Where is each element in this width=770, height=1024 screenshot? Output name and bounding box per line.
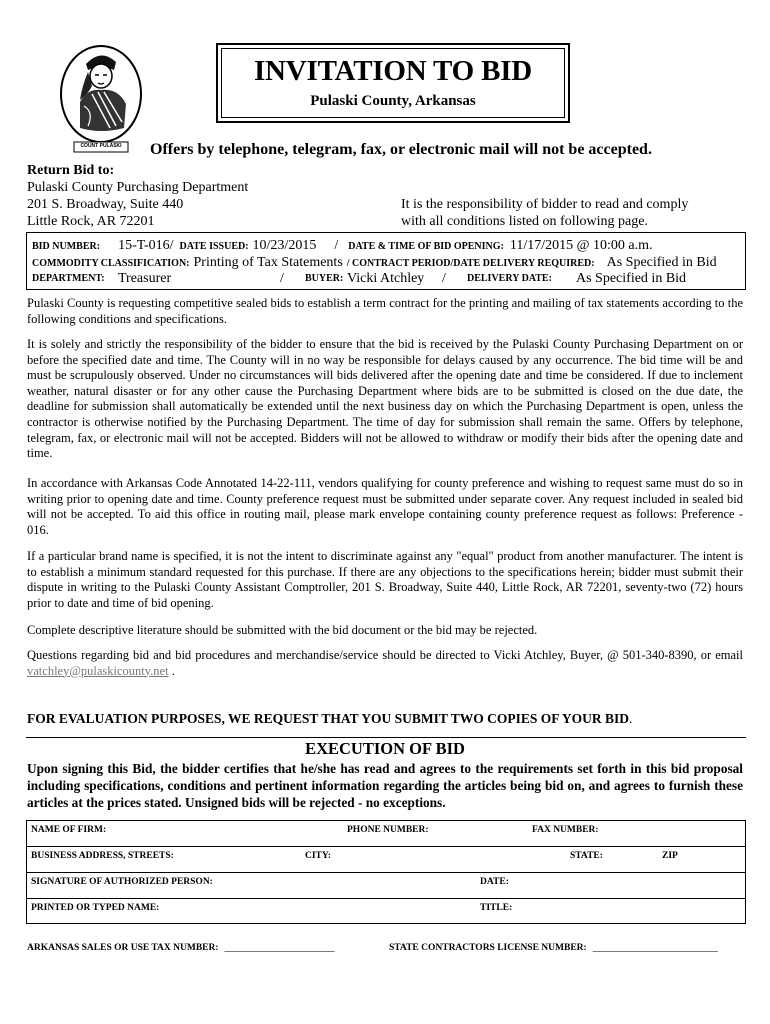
page-title: INVITATION TO BID [253, 55, 533, 87]
bid-info-row-3 [32, 271, 744, 289]
commodity-value: Printing of Tax Statements [193, 255, 343, 270]
execution-text: Upon signing this Bid, the bidder certifies that he/she has read and agrees to the requirements set forth in this bid proposal including specifications, conditions and pertinent information regarding the articles being bid on, and agrees to furnish these articles at the prices stated. Unsigned bids will be rejected - no exceptions. [27, 761, 743, 810]
return-dept: Pulaski County Purchasing Department [27, 180, 249, 195]
paragraph-questions [27, 648, 743, 679]
return-bid-label: Return Bid to: [27, 163, 115, 178]
commodity-label: COMMODITY CLASSIFICATION: [32, 258, 190, 269]
separator-slash-3: / [442, 271, 446, 286]
date-field[interactable]: DATE: [480, 877, 509, 887]
date-issued-label: DATE ISSUED: [179, 241, 249, 252]
questions-end: . [168, 663, 175, 678]
tax-number-input[interactable]: ______________________ [224, 942, 335, 953]
responsibility-line-2: with all conditions listed on following page. [401, 214, 648, 229]
bid-number-label: BID NUMBER: [32, 241, 101, 252]
execution-rule [26, 737, 746, 738]
buyer-value: Vicki Atchley [347, 271, 425, 286]
evaluation-end: . [629, 711, 633, 726]
seal-label: COUNT PULASKI [80, 143, 122, 149]
evaluation-text: FOR EVALUATION PURPOSES, WE REQUEST THAT YOU SUBMIT TWO COPIES OF YOUR BID [27, 711, 630, 726]
license-number-input[interactable]: _________________________ [592, 942, 718, 953]
notice-text: Offers by telephone, telegram, fax, or electronic mail will not be accepted. [150, 141, 652, 158]
fax-number-field[interactable]: FAX NUMBER: [532, 825, 599, 835]
title-field[interactable]: TITLE: [480, 903, 513, 913]
paragraph-brand-name: If a particular brand name is specified, it is not the intent to discriminate against any "equal" product from another manufacturer. The intent is to establish a minimum standard requested for this purchase. If there are any objections to the specifications herein; bidder must submit their dispute in writing to the Pulaski County Assistant Comptroller, 201 S. Broadway, Suite 440, Little Rock, AR 72201, seventy-two (72) hours prior to date and time of bid opening. [27, 549, 743, 610]
tax-number-line [27, 937, 335, 955]
bid-info-row-1 [32, 236, 653, 254]
separator-slash-2: / [280, 271, 284, 286]
delivery-label: DELIVERY DATE: [467, 273, 552, 284]
county-seal-logo [58, 42, 144, 158]
paragraph-responsibility: It is solely and strictly the responsibility of the bidder to ensure that the bid is received by the Pulaski County Purchasing Department on or before the specified date and time. The County will in no way be responsible for delays caused by any occurrence. The bid time will be and must be scrupulously observed. Under no circumstances will bids delivered after the opening date and time be considered. If due to inclement weather, natural disaster or for any other cause the Purchasing Department where bids are to be submitted is closed on the due date, the deadline for submission shall automatically be extended until the next business day on which the Purchasing Department is open, unless the contractor is otherwise notified by the Purchasing Department. The time of day for submission shall remain the same. Offers by telephone, telegram, fax, or electronic mail will not be accepted. Bidders will not be allowed to withdraw or modify their bids after the opening date and time. [27, 337, 743, 461]
name-of-firm-field[interactable]: NAME OF FIRM: [31, 825, 107, 835]
delivery-value: As Specified in Bid [576, 271, 687, 286]
business-address-field[interactable]: BUSINESS ADDRESS, STREETS: [31, 851, 174, 861]
date-issued-value: 10/23/2015 [252, 238, 317, 253]
bid-info-row-2 [32, 253, 717, 271]
buyer-label: BUYER: [305, 273, 344, 284]
paragraph-scope: Pulaski County is requesting competitive sealed bids to establish a term contract for the printing and mailing of tax statements according to the following conditions and specifications. [27, 296, 743, 326]
page-subtitle: Pulaski County, Arkansas [310, 93, 476, 109]
department-value: Treasurer [118, 271, 172, 286]
form-row-divider [27, 898, 745, 899]
execution-title: EXECUTION OF BID [305, 739, 465, 758]
bid-info-box [26, 232, 746, 290]
city-field[interactable]: CITY: [305, 851, 332, 861]
return-street: 201 S. Broadway, Suite 440 [27, 197, 184, 212]
zip-field[interactable]: ZIP [662, 851, 678, 861]
phone-number-field[interactable]: PHONE NUMBER: [347, 825, 429, 835]
contract-value: As Specified in Bid [606, 255, 717, 270]
contract-label: / CONTRACT PERIOD/DATE DELIVERY REQUIRED: [346, 258, 595, 269]
printed-name-field[interactable]: PRINTED OR TYPED NAME: [31, 903, 160, 913]
paragraph-literature: Complete descriptive literature should be submitted with the bid document or the bid may be rejected. [27, 623, 538, 637]
return-city: Little Rock, AR 72201 [27, 214, 155, 229]
evaluation-notice [27, 711, 632, 727]
department-label: DEPARTMENT: [32, 273, 105, 284]
opening-label: DATE & TIME OF BID OPENING: [348, 241, 504, 252]
form-row-divider [27, 872, 745, 873]
tax-number-label: ARKANSAS SALES OR USE TAX NUMBER: [27, 943, 219, 953]
license-number-line [389, 937, 718, 955]
license-number-label: STATE CONTRACTORS LICENSE NUMBER: [389, 943, 587, 953]
paragraph-county-preference: In accordance with Arkansas Code Annotated 14-22-111, vendors qualifying for county preference and wishing to request same must do so in writing prior to opening date and time. County preference request must be submitted under separate cover. Any request included in sealed bid will not be accepted. To aid this office in routing mail, please mark envelope containing county preference request as follows: Preference - 016. [27, 476, 743, 537]
title-box [216, 43, 570, 123]
signature-field[interactable]: SIGNATURE OF AUTHORIZED PERSON: [31, 877, 213, 887]
state-field[interactable]: STATE: [570, 851, 603, 861]
opening-value: 11/17/2015 @ 10:00 a.m. [509, 238, 653, 253]
separator-slash: / [334, 238, 339, 253]
buyer-email-link[interactable]: vatchley@pulaskicounty.net [27, 663, 169, 678]
questions-text: Questions regarding bid and bid procedures and merchandise/service should be directed to Vicki Atchley, Buyer, @ 501-340-8390, or email [27, 648, 743, 662]
signature-form [26, 820, 746, 924]
bid-number-value: 15-T-016/ [118, 238, 174, 253]
form-row-divider [27, 846, 745, 847]
responsibility-line-1: It is the responsibility of bidder to read and comply [401, 197, 689, 212]
